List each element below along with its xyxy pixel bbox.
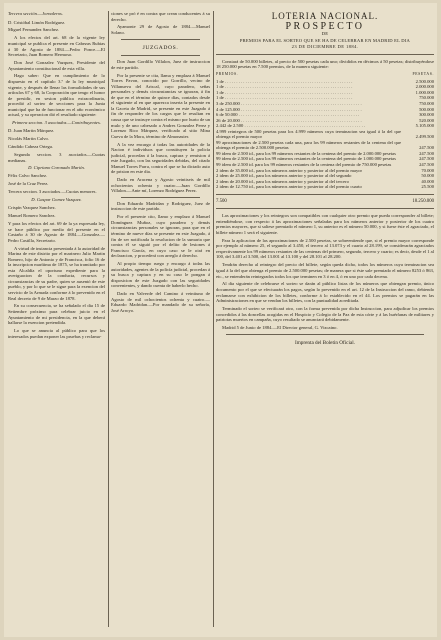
divider bbox=[216, 54, 434, 55]
draw-date: 23 DE DICIEMBRE DE 1884. bbox=[291, 44, 359, 50]
divider bbox=[226, 334, 424, 335]
column-divider bbox=[108, 11, 109, 627]
prize-amount: 25.500 bbox=[421, 184, 434, 190]
paragraph: A los efectos del art. 68 de la vigente ley municipal se publica el presente en Cabezas Rubias á 30 de Agosto de 1884.—Pedro Ponce.—El Secretario, Juan Romero Hermoso. bbox=[8, 35, 105, 58]
prize-amount: 1.000.000 bbox=[415, 89, 434, 95]
prize-description: 1 de . . . . . . bbox=[216, 95, 401, 101]
prize-description: 4 de 125.000 . . . bbox=[216, 107, 401, 113]
prize-table-header bbox=[216, 72, 434, 78]
continued-text: ciones se pró é en contra que crean conducentes á su derecho. bbox=[111, 11, 210, 22]
prize-amount: 5.105.000 bbox=[415, 123, 434, 129]
amount-col-header: PESETAS. bbox=[412, 72, 434, 77]
divider bbox=[216, 194, 434, 195]
column-right-lottery bbox=[216, 11, 434, 631]
prize-description: 99 idem de 2.500 id., para los 99 números restantes de la centena del premio de 2.000.000 pesetas bbox=[216, 150, 396, 156]
section-heading-juzgados: JUZGADOS. bbox=[142, 44, 179, 51]
divider bbox=[121, 197, 200, 198]
prize-amount: 247.500 bbox=[419, 156, 434, 162]
prize-amount: 750.000 bbox=[419, 95, 434, 101]
newspaper-page bbox=[4, 3, 437, 637]
prize-table bbox=[216, 79, 434, 190]
paragraph: Al propio tiempo ruego y encargo á todas las autoridades, agentes de la policía judicial, procedan á su busca y captura y en su caso le pongan á disposicion de este Juzgado con las seguridades convenientes, y dando cuenta de haberlo hecho. bbox=[111, 261, 210, 289]
paragraph: Don Eduardo Madridan y Rodriguez, Juez de instruccion de este partido. bbox=[111, 200, 210, 212]
paragraph: Manuel Romero Sanchez. bbox=[8, 213, 56, 219]
divider bbox=[121, 39, 200, 40]
prize-amount: 2.000.000 bbox=[415, 84, 434, 90]
paragraph: José de la Cruz Perez. bbox=[8, 181, 49, 187]
lottery-title: LOTERIA NACIONAL. bbox=[271, 11, 379, 21]
prize-description: 99 idem de 2.500 id. para los 99 números restantes de la centena del premio de 750.000 pesetas bbox=[216, 161, 392, 167]
paragraph: D. Cristóbal Limón Rodríguez. bbox=[8, 19, 66, 25]
prize-description: 3 de 250.000 . . . bbox=[216, 101, 401, 107]
paragraph: A virtud de instancia presentada á la autoridad de Marina de este distrito por el marinero Julio Martin Romero, hijo de Antonio y de Francisca, folio 16 de la inscripcion marítima de 1875, se ha tramitado por esta Alcaldía el oportuno expediente para la averiguacion de la conducta, recursos y circunstancias de su padre, quien se ausentó de este pueblo, y por lo que se le sigue para la exencion del servicio de la Armada conforme á lo prevenido en el Real decreto de 9 de Marzo de 1878. bbox=[8, 245, 105, 301]
edict-two bbox=[111, 201, 210, 314]
paragraph: Segunda seccion. 3 asociados.—Cuotas medianas. bbox=[8, 152, 105, 163]
paragraph: Dado en Aracena y Agosto veintiseis de mil ochocientos ochenta y cuatro.—Juan Gordillo Villalon.—Ante mí, Lorenzo Rodríguez Perez. bbox=[111, 177, 210, 194]
paragraph: A la vez encargo á todas las autoridades de la Nacion é individuos que constituyen la policía judicial, procedan á la busca, captura y remision á este Juzgado, con las seguridades debidas, del citado Manuel Torres Parra, contra el que se ha dictado auto de prision en este dia. bbox=[111, 141, 210, 175]
column-middle bbox=[111, 11, 210, 631]
paragraph: Félix Calvo Sanchez. bbox=[8, 173, 48, 179]
edict-one bbox=[111, 59, 210, 194]
prize-col-header: PREMIOS. bbox=[216, 72, 239, 77]
paragraph: Tercera seccion. 3 asociados.—Cuotas menores. bbox=[8, 189, 97, 195]
prize-row bbox=[216, 129, 434, 140]
paragraph: D. Cipriano Coronado Martín. bbox=[28, 165, 85, 171]
paragraph: Y para los efectos del art. 69 de la ya expresada ley, se hace público por medio del presente en el Castaño á 30 de Agosto de 1884.—Gonzalez.—Pedro Castilla, Secretario. bbox=[8, 221, 105, 243]
paragraph: Tendrán derecho al reintegro del precio del billete, según queda dicho, todos los números cuya terminacion sea igual á la del que obtenga el premio de 2.500.000 pesetas; de manera que si éste sale premiado el número 8253 ó 863, etc., se entenderán reintegrados todos los que terminen en 3 ó en 4, ó en uno por cada decena. bbox=[216, 262, 434, 279]
prize-amount: 247.500 bbox=[419, 161, 434, 167]
paragraph: Crispín Vazquez Sanchez. bbox=[8, 205, 56, 211]
total-count: 7.500 bbox=[216, 198, 227, 204]
paragraph: Don Juan Gordillo Villalon, Juez de instruccion de este partido. bbox=[111, 59, 210, 70]
prize-amount: 247.500 bbox=[419, 150, 434, 156]
paragraph: D. Gaspar Gomez Vazquez. bbox=[31, 197, 82, 203]
paragraph: Por la presente se cita, llama y emplaza á Manuel Torres Pavon, conocido por Gorrillo, vecino de Villanueva del Ariscal, cuyo paradero, señas personales y demás circunstancias se ignoran, á fin de que en el término de quince días, contados desde el siguiente al en que aparezca inserta la presente en la Gaceta de Madrid, se presente en este Juzgado á fin de responder de los cargos que le resultan en causa que se instruye contra el mismo por hurto de un mulo y de uno cabesado a Andres Gonzalez Perez y Lorenzo Rico Márquez, verificado al sitio Mina Cueva de la Mora, término de Almonaster. bbox=[111, 72, 210, 139]
prize-amount: 520.000 bbox=[419, 117, 434, 123]
prize-amount: 500.000 bbox=[419, 106, 434, 112]
prize-amount: 2.499.500 bbox=[415, 134, 434, 140]
prize-amount: 70.000 bbox=[421, 167, 434, 173]
paragraph: Primera seccion. 3 asociados.—Contribuyentes. bbox=[12, 120, 101, 126]
paragraph: Miguel Fernandez Sanchez. bbox=[8, 27, 60, 33]
paragraph: D. Juan Martin Márquez. bbox=[8, 128, 55, 134]
paragraph: Hago saber: Que en cumplimiento de lo dispuesto en el capítulo 3.º de la ley municipal vigente, y después de llenar las formalidades de sus artículos 67 y 68, la Corporación que tengo el honor de presidir, en sesion pública extraordinaria, procedió al sorteo de secciones para la Junta municipal que ha de funcionar en el año económico actual, y su operacion dió el resultado siguiente: bbox=[8, 73, 105, 118]
prize-description: 1 de . . . . . . bbox=[216, 84, 401, 90]
prize-row bbox=[216, 184, 434, 190]
section-header: Tercera sección.—Jornaleros. bbox=[8, 11, 63, 16]
paragraph: Nicolás Martin Calvo. bbox=[8, 136, 49, 142]
prize-description: 1 de . . . . . . bbox=[216, 79, 401, 85]
prize-description: 4.999 reintegros de 500 pesetas para los 4.999 números cuya terminacion sea igual á la del que obtenga el premio mayor bbox=[216, 128, 401, 140]
prize-description: 2 idem de 20.000 id., para los números anterior y posterior al del tercero bbox=[216, 178, 349, 184]
lottery-intro: Constará de 50.000 billetes, al precio de 500 pesetas cada uno; divididos en décimos á 50 pesetas; distribuyéndose 18 250.000 pesetas en 7.500 premios, de la manera siguiente: bbox=[216, 58, 434, 70]
prospect-description: PREMIOS PARA EL SORTEO QUE SE HA DE CELEBRAR EN MADRID EL DIA bbox=[239, 37, 411, 43]
prize-description: 26 de 20.000 . . . bbox=[216, 118, 401, 124]
paragraph: Don José Gonzalez Vazquez, Presidente del Ayuntamiento constitucional de esta villa. bbox=[8, 60, 105, 71]
prize-description: 2 idem de 12.750 id., para los números anterior y posterior al del premio cuarto bbox=[216, 184, 362, 190]
prize-amount: 300.000 bbox=[419, 112, 434, 118]
prize-description: 99 aproximaciones de 2.500 pesetas cada una, para los 99 números restantes de la centena del que obtenga el premio de 2.500.000 pesetas bbox=[216, 139, 401, 151]
prospect-de: DE bbox=[321, 31, 329, 37]
prize-description: 99 idem de 2.500 id., para los 99 números restantes de la centena del premio de 1.000.000 pesetas bbox=[216, 156, 396, 162]
prize-amount: 247.500 bbox=[419, 145, 434, 151]
imprint: Imprenta del Boletin Oficial. bbox=[295, 339, 355, 346]
divider bbox=[121, 55, 200, 56]
column-left-text bbox=[8, 20, 105, 340]
paragraph: Las aproximaciones y los reintegros son compatibles con cualquier otro premio que pueda corresponder al billete; entendiéndose, con respecto á las aproximaciones señaladas para los números anterior y posterior de los cuatro premios mayores, que si saliese premiado el número 1, su anterior es el número 50.000, y si fuese éste el agraciado, el billete número 1 será el siguiente. bbox=[216, 213, 434, 235]
prize-amount: 40.000 bbox=[421, 178, 434, 184]
prize-amount: 2.500.000 bbox=[415, 78, 434, 84]
prize-total-row bbox=[216, 199, 434, 205]
prize-amount: 50.000 bbox=[421, 173, 434, 179]
paragraph: Terminado el sorteo se verificará otro, con la forma prevenida por dicha Instruccion, para adjudicar los premios concedidos á las doncellas acogidas en el Hospicio y Colegio de la Paz de esta córte y á las huérfanas de militares y patriotas muertos en campaña, cuyo resultado se anunciará debidamente. bbox=[216, 306, 434, 323]
prize-amount: 750.000 bbox=[419, 100, 434, 106]
paragraph: Dado en Valverde del Camino á veintiuno de Agosto de mil ochocientos ochenta y cuatro.—Eduardo Madridan.—Por mandado de su señoría, José Arroyo. bbox=[111, 291, 210, 313]
total-amount: 18.250.000 bbox=[412, 198, 434, 204]
prize-description: 1 de . . . . . . bbox=[216, 90, 401, 96]
prize-row bbox=[216, 140, 434, 151]
paragraph: Lo que se anuncia al público para que los interesados puedan exponer las pruebas y reclama- bbox=[8, 328, 105, 339]
prize-description: 2 idem de 35.000 id., para los números anterior y posterior al del premio mayor bbox=[216, 167, 363, 173]
prize-description: 2 idem de 25.000 id., para los números anterior y posterior al del segundo bbox=[216, 173, 352, 179]
paragraph: Madrid 5 de Junio de 1884.—El Director general, G. Vizcaino. bbox=[222, 325, 338, 331]
column-divider bbox=[213, 11, 214, 627]
signoff: Ayamonte 29 de Agosto de 1884.—Manuel Solano. bbox=[111, 24, 210, 36]
paragraph: En su consecuencia, se ha señalado el dia 15 de Setiembre próximo para celebrar juicio en el Ayuntamiento de mi presidencia, en la que deberá hallarse la exencion pretendida. bbox=[8, 303, 105, 326]
lottery-conditions bbox=[216, 213, 434, 330]
prospect-title: PROSPECTO bbox=[285, 20, 365, 32]
prize-description: 6 de 50.000 . . . bbox=[216, 112, 401, 118]
divider bbox=[216, 208, 434, 209]
paragraph: Cándido Cabeza Ortega. bbox=[8, 144, 54, 150]
column-left bbox=[8, 11, 105, 631]
paragraph: Por el presente cito, llamo y emplazo á Manuel Domínguez Muñoz, cuyo paradero y demás circunstancias personales se ignoran, para que en el término de nueve días se presente en este Juzgado, á fin de ser notificada la resolucion de la sumaria que contra él se siguió por el delito de lesiones á Francisco García, en cuyo caso se le oirá en declaracion, y procederá con arreglo á derecho. bbox=[111, 214, 210, 259]
paragraph: Para la aplicacion de las aproximaciones de 2.500 pesetas, se sobreentiende que, si el premio mayor corresponde por ejemplo al número 25, el segundo al 3.450, el tercero al 13.073 y el cuarto al 28.199, se considerarán agraciados respectivamente los 99 números restantes de las centenas del primero, segundo, tercero y cuarto; es decir, desde el 1 al 100, del 3.401 al 3.500, del 13.001 al 13.100 y del 28.101 al 28.200. bbox=[216, 237, 434, 260]
prize-description: 2.442 de 2.500 . . . bbox=[216, 123, 401, 129]
paragraph: Al dia siguiente de celebrarse el sorteo se darán al público listas de los números que obtengan premio, único documento por el que se efectuarán los pagos, según lo prevenido en el art. 12 de la Instruccion del ramo, debiendo reclamarse con exhibicion de los billetes, conforme á lo establecido en el 44. Los premios se pagarán en las Administraciones en que se vendan los billetes, con la puntualidad acreditada. bbox=[216, 281, 434, 304]
